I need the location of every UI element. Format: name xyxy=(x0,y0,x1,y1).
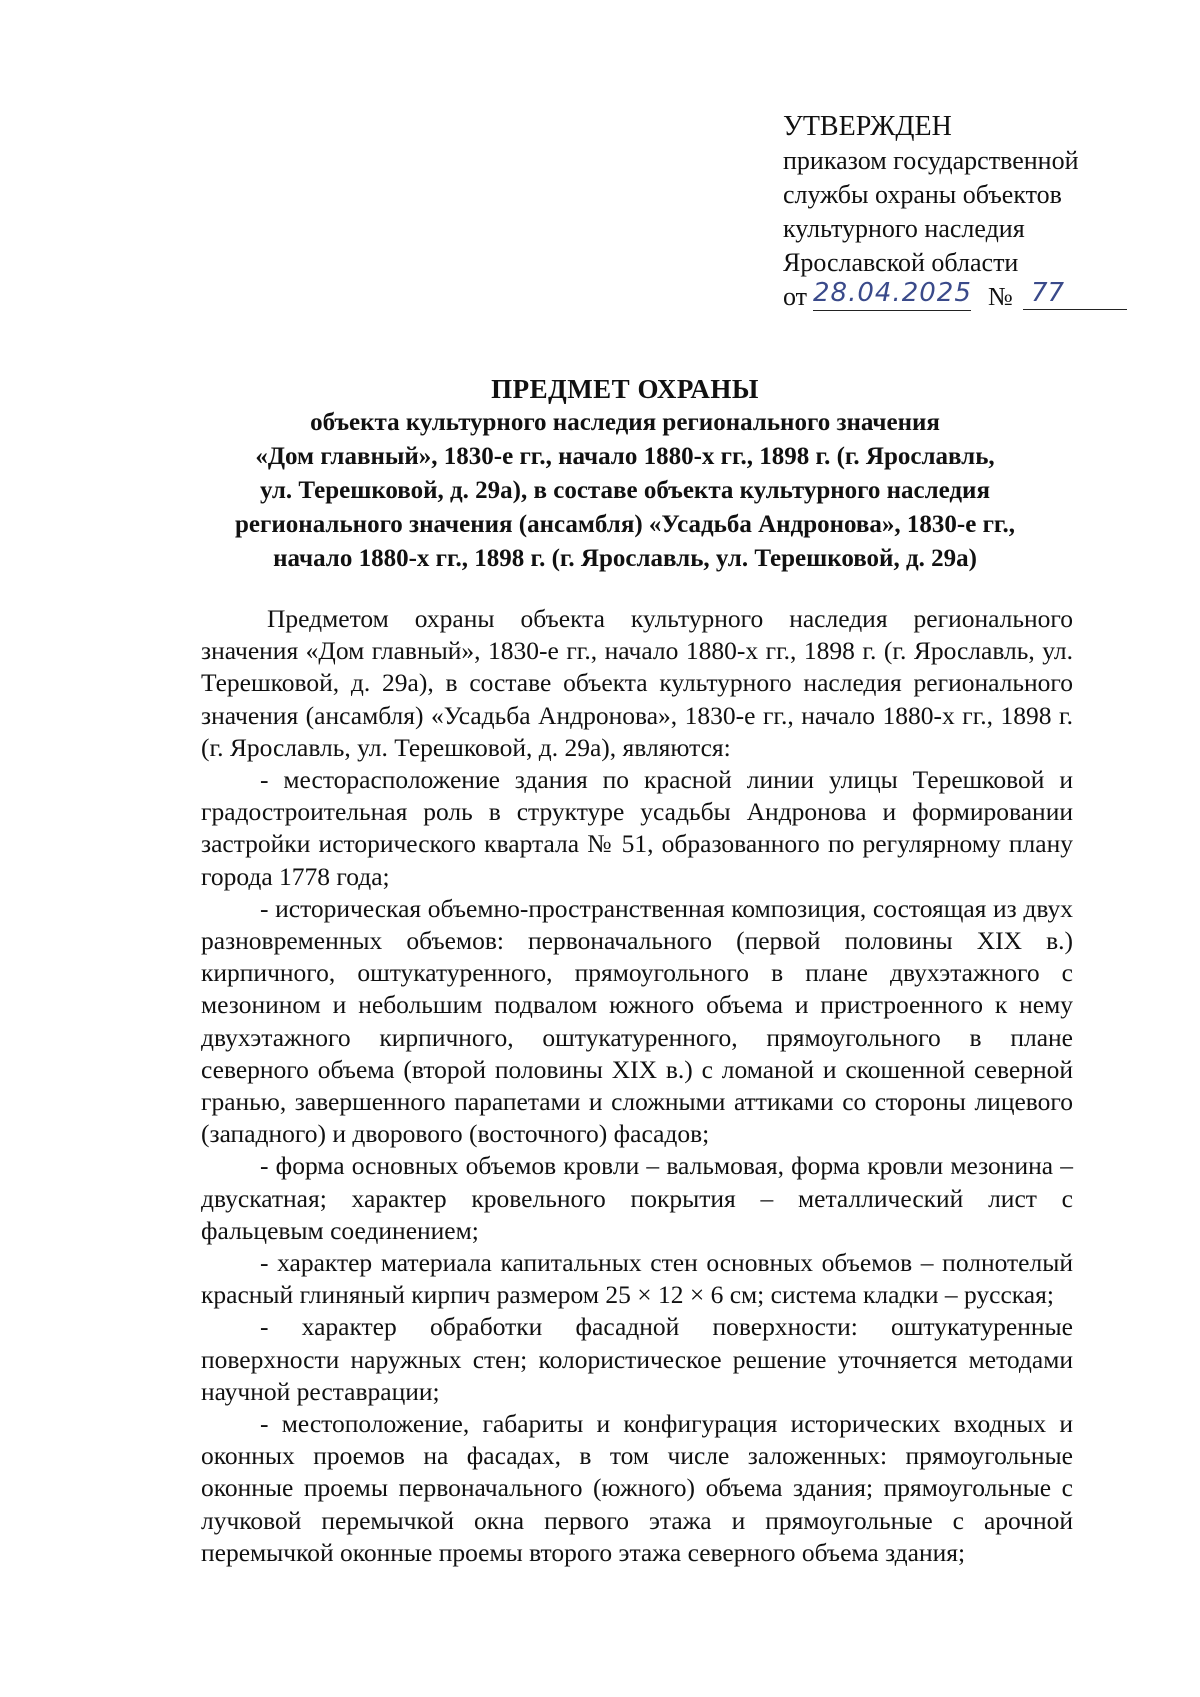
handwritten-order-date: 28.04.2025 xyxy=(813,278,971,311)
approval-line-3: культурного наследия xyxy=(783,214,1025,243)
protection-item-wall-material: - характер материала капитальных стен основных объемов – полнотелый красный глиняный кирпич размером 25 × 12 × 6 см; система кладки – русская; xyxy=(201,1248,1073,1310)
intro-paragraph: Предметом охраны объекта культурного наследия регионального значения «Дом главный», 1830-е гг., начало 1880-х гг., 1898 г. (г. Ярославль, ул. Терешковой, д. 29а), в составе объекта культурного наследия регионального значения (ансамбля) «Усадьба Андронова», 1830-е гг., начало 1880-х гг., 1898 г. (г. Ярославль, ул. Терешковой, д. 29а), являются: xyxy=(201,604,1073,762)
approval-line-2: службы охраны объектов xyxy=(783,180,1062,209)
document-title: ПРЕДМЕТ ОХРАНЫ xyxy=(491,374,759,404)
protection-item-roof: - форма основных объемов кровли – вальмовая, форма кровли мезонина – двускатная; характер кровельного покрытия – металлический лист с фальцевым соединением; xyxy=(201,1151,1073,1245)
protection-item-composition: - историческая объемно-пространственная композиция, состоящая из двух разновременных объемов: первоначального (первой половины XIX в.) кирпичного, оштукатуренного, прямоугольного в плане двухэтажного с мезонином и небольшим подвалом южного объема и пристроенного к нему двухэтажного кирпичного, оштукатуренного, прямоугольного в плане северного объема (второй половины XIX в.) с ломаной и скошенной северной гранью, завершенного парапетами и сложными аттиками со стороны лицевого (западного) и дворового (восточного) фасадов; xyxy=(201,893,1073,1149)
number-sign: № xyxy=(988,282,1013,311)
protection-item-facade-finish: - характер обработки фасадной поверхности: оштукатуренные поверхности наружных стен; колористическое решение уточняется методами научной реставрации; xyxy=(201,1312,1073,1406)
approval-line-4: Ярославской области xyxy=(783,248,1019,277)
approval-line-1: приказом государственной xyxy=(783,146,1079,175)
title-line-4: регионального значения (ансамбля) «Усадьба Андронова», 1830-е гг., xyxy=(235,511,1015,538)
protection-item-location: - месторасположение здания по красной линии улицы Терешковой и градостроительная роль в структуре усадьбы Андронова и формировании застройки исторического квартала № 51, образованного по регулярному плану города 1778 года; xyxy=(201,765,1073,891)
title-line-3: ул. Терешковой, д. 29а), в составе объекта культурного наследия xyxy=(260,477,990,504)
document-body xyxy=(201,603,1073,1569)
protection-item-openings: - местоположение, габариты и конфигурация исторических входных и оконных проемов на фасадах, в том числе заложенных: прямоугольные оконные проемы первоначального (южного) объема здания; прямоугольные с лучковой перемычкой окна первого этажа и прямоугольные с арочной перемычкой оконные проемы второго этажа северного объема здания; xyxy=(201,1409,1073,1567)
approval-heading: УТВЕРЖДЕН xyxy=(783,111,952,142)
title-line-1: объекта культурного наследия регионального значения xyxy=(310,409,940,436)
document-title-block xyxy=(200,372,1050,576)
handwritten-order-number: 77 xyxy=(1023,278,1127,310)
approval-stamp-block xyxy=(783,110,1163,314)
title-line-2: «Дом главный», 1830-е гг., начало 1880-х гг., 1898 г. (г. Ярославль, xyxy=(255,443,995,470)
date-prefix: от xyxy=(783,282,808,311)
title-line-5: начало 1880-х гг., 1898 г. (г. Ярославль, ул. Терешковой, д. 29а) xyxy=(273,545,977,572)
order-date-number-line xyxy=(783,280,1163,314)
